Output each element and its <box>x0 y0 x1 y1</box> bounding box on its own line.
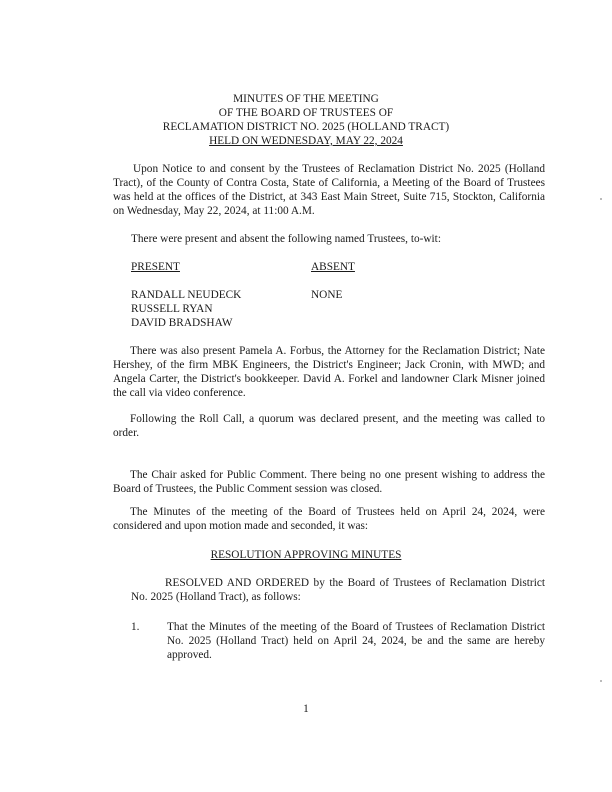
page-number: 1 <box>303 703 309 715</box>
scan-artifact <box>600 198 602 200</box>
present-header: PRESENT <box>131 261 180 273</box>
minutes-paragraph: The Minutes of the meeting of the Board of Trustees held on April 24, 2024, were considered and upon motion made and seconded, it was: <box>113 506 545 532</box>
present-trustee-1: RANDALL NEUDECK <box>131 289 242 301</box>
title-line-3: RECLAMATION DISTRICT NO. 2025 (HOLLAND TRACT) <box>162 121 450 133</box>
scan-artifact <box>600 680 602 682</box>
resolution-title-wrap <box>0 548 612 562</box>
resolution-item-text: That the Minutes of the meeting of the Board of Trustees of Reclamation District No. 2025 (Holland Tract) held on April 24, 2024, be and the same are hereby approved. <box>167 621 545 661</box>
resolution-title: RESOLUTION APPROVING MINUTES <box>210 549 402 561</box>
trustees-intro: There were present and absent the following named Trustees, to-wit: <box>131 233 441 245</box>
roll-call-paragraph: Following the Roll Call, a quorum was declared present, and the meeting was called to order. <box>113 413 545 439</box>
also-present-paragraph: There was also present Pamela A. Forbus, the Attorney for the Reclamation District; Nate Hershey, of the firm MBK Engineers, the District's Engineer; Jack Cronin, with MWD; and Angela Carter, the District's bookkeeper. David A. Forkel and landowner Clark Misner joined the call via video conference. <box>113 345 545 399</box>
absent-header: ABSENT <box>311 261 355 273</box>
resolution-item-number: 1. <box>131 621 140 633</box>
title-line-1: MINUTES OF THE MEETING <box>233 93 379 105</box>
intro-paragraph: Upon Notice to and consent by the Trustees of Reclamation District No. 2025 (Holland Tract), of the County of Contra Costa, State of California, a Meeting of the Board of Trustees was held at the offices of the District, at 343 East Main Street, Suite 715, Stockton, California on Wednesday, May 22, 2024, at 11:00 A.M. <box>113 163 545 217</box>
title-line-4 <box>0 134 612 148</box>
present-trustee-2: RUSSELL RYAN <box>131 303 213 315</box>
present-trustee-3: DAVID BRADSHAW <box>131 317 233 329</box>
resolved-paragraph: RESOLVED AND ORDERED by the Board of Trustees of Reclamation District No. 2025 (Holland Tract), as follows: <box>131 577 545 603</box>
title-line-2: OF THE BOARD OF TRUSTEES OF <box>218 107 394 119</box>
public-comment-paragraph: The Chair asked for Public Comment. There being no one present wishing to address the Board of Trustees, the Public Comment session was closed. <box>113 469 545 495</box>
absent-trustee-1: NONE <box>311 289 343 301</box>
meeting-date-heading: HELD ON WEDNESDAY, MAY 22, 2024 <box>209 135 403 147</box>
